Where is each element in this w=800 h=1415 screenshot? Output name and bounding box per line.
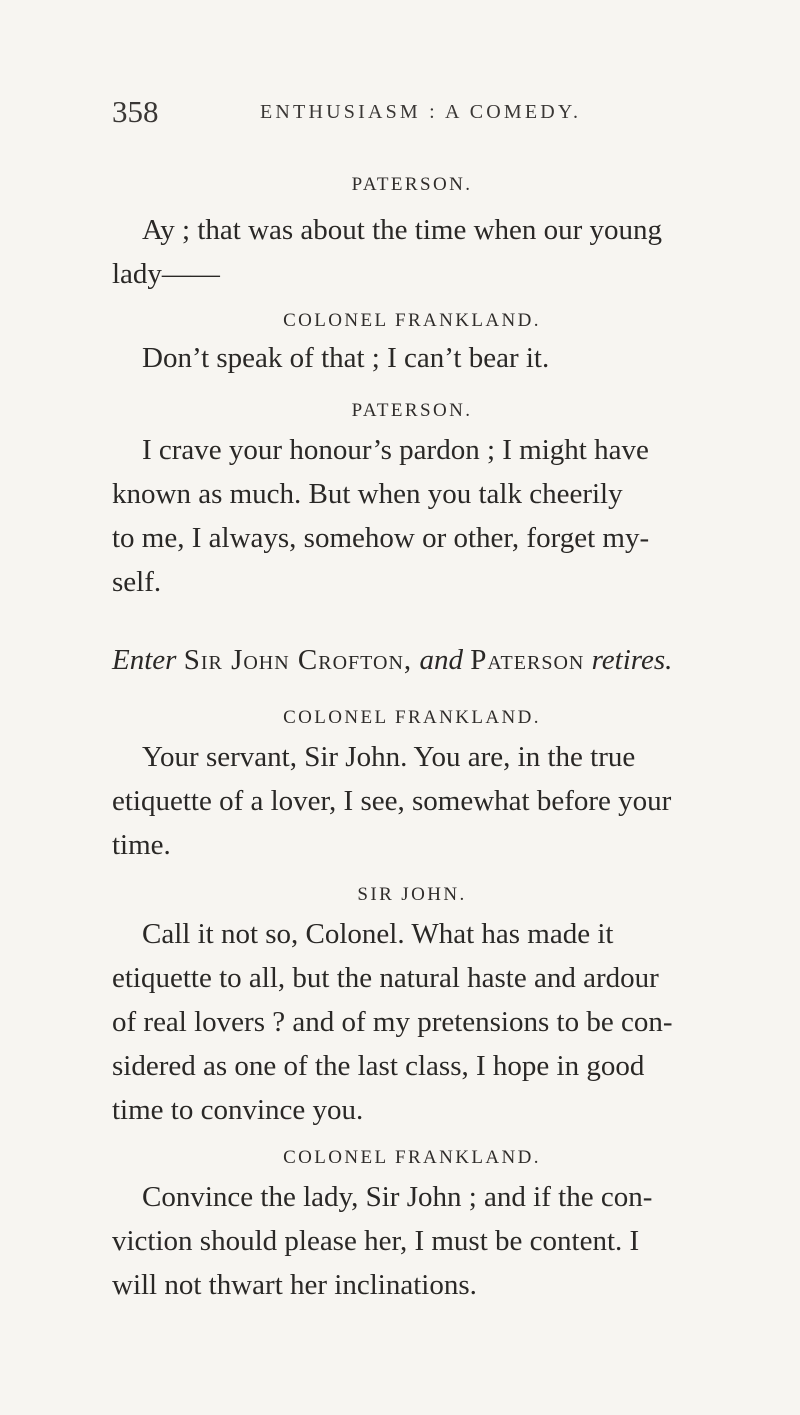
speech-line: time. — [112, 829, 171, 861]
speech-line: will not thwart her inclinations. — [112, 1269, 477, 1301]
speech-text — [112, 428, 707, 604]
speaker-name: COLONEL FRANKLAND. — [283, 310, 541, 331]
speech-line: to me, I always, somehow or other, forget my- — [112, 522, 650, 554]
speaker-name: PATERSON. — [351, 174, 473, 195]
speech-line: etiquette of a lover, I see, somewhat before your — [112, 785, 672, 817]
speech-line: I crave your honour’s pardon ; I might have — [142, 434, 649, 466]
speech-line: viction should please her, I must be content. I — [112, 1225, 640, 1257]
running-head — [112, 92, 712, 132]
speech-text — [112, 336, 707, 380]
stage-enter: Enter — [112, 644, 177, 676]
speech-line: Convince the lady, Sir John ; and if the con- — [142, 1181, 653, 1213]
speech-line: Ay ; that was about the time when our young — [142, 214, 663, 246]
stage-character-2: Paterson — [470, 644, 585, 676]
speaker-name: SIR JOHN. — [357, 884, 467, 905]
speech-line: Your servant, Sir John. You are, in the true — [142, 741, 636, 773]
speech-line: Don’t speak of that ; I can’t bear it. — [142, 342, 550, 374]
speaker-name: COLONEL FRANKLAND. — [283, 707, 541, 728]
stage-character-1: Sir John Crofton, — [183, 644, 413, 676]
speech-line: self. — [112, 566, 162, 598]
speaker-name: COLONEL FRANKLAND. — [283, 1147, 541, 1168]
speech-line: time to convince you. — [112, 1094, 364, 1126]
speech-text — [112, 735, 707, 867]
speech-line: lady—— — [112, 258, 220, 290]
speech-text — [112, 912, 707, 1132]
stage-direction — [112, 638, 712, 682]
speech-line: sidered as one of the last class, I hope in good — [112, 1050, 645, 1082]
stage-and: and — [419, 644, 463, 676]
speech-line: etiquette to all, but the natural haste and ardour — [112, 962, 659, 994]
speech-text — [112, 1175, 707, 1307]
speech-line: known as much. But when you talk cheerily — [112, 478, 623, 510]
speech-line: of real lovers ? and of my pretensions to be con- — [112, 1006, 673, 1038]
stage-retires: retires. — [591, 644, 673, 676]
running-title: ENTHUSIASM : A COMEDY. — [260, 101, 582, 123]
speaker-name: PATERSON. — [351, 400, 473, 421]
speech-line: Call it not so, Colonel. What has made it — [142, 918, 614, 950]
speech-text — [112, 208, 707, 296]
page-number: 358 — [112, 94, 159, 129]
